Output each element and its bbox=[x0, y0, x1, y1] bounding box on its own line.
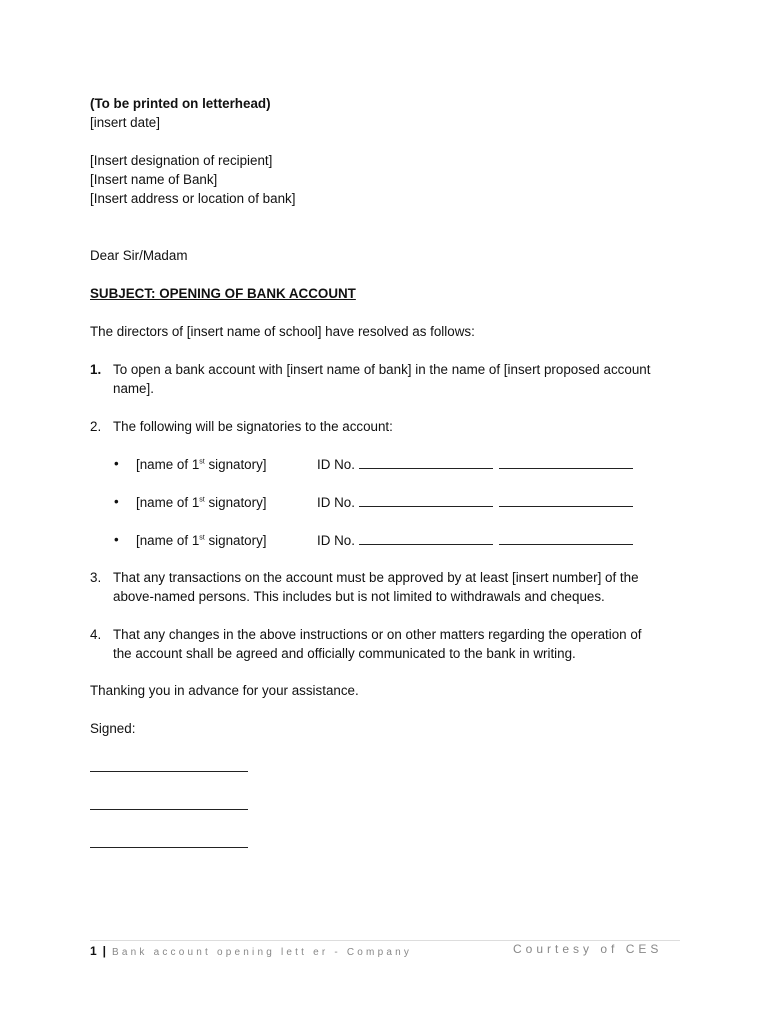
footer-courtesy: Courtesy of CES bbox=[513, 942, 663, 956]
recipient-designation: [Insert designation of recipient] bbox=[90, 153, 273, 168]
signature-line[interactable] bbox=[90, 771, 248, 772]
item-text: That any transactions on the account must be approved by at least [insert number] of the bbox=[113, 570, 639, 585]
signatory-name-suffix: signatory] bbox=[204, 533, 267, 548]
item-number: 4. bbox=[90, 627, 102, 642]
item-text: name]. bbox=[113, 381, 154, 396]
signatory-ordinal: st bbox=[199, 458, 205, 466]
item-number: 3. bbox=[90, 570, 102, 585]
intro-paragraph: The directors of [insert name of school] have resolved as follows: bbox=[90, 324, 475, 339]
item-text: To open a bank account with [insert name of bank] in the name of [insert proposed account bbox=[113, 362, 651, 377]
closing-line: Thanking you in advance for your assistance. bbox=[90, 683, 359, 698]
signatory-ordinal: st bbox=[199, 496, 205, 504]
id-blank-line[interactable] bbox=[359, 493, 493, 507]
salutation: Dear Sir/Madam bbox=[90, 248, 188, 263]
bullet-icon: • bbox=[114, 532, 119, 547]
signatory-id bbox=[317, 531, 633, 550]
date-placeholder: [insert date] bbox=[90, 115, 160, 130]
item-text: That any changes in the above instructions or on other matters regarding the operation of bbox=[113, 627, 642, 642]
signatory-name-prefix: [name of 1 bbox=[136, 457, 200, 472]
recipient-bank-name: [Insert name of Bank] bbox=[90, 172, 218, 187]
item-text: above-named persons. This includes but is not limited to withdrawals and cheques. bbox=[113, 589, 605, 604]
signatory-id bbox=[317, 455, 633, 474]
signature-line[interactable] bbox=[90, 847, 248, 848]
bullet-icon: • bbox=[114, 456, 119, 471]
signatory-name-suffix: signatory] bbox=[204, 457, 267, 472]
signatory-name bbox=[136, 531, 267, 550]
footer-divider bbox=[90, 940, 680, 941]
item-number: 2. bbox=[90, 419, 102, 434]
extra-blank-line[interactable] bbox=[499, 493, 633, 507]
id-blank-line[interactable] bbox=[359, 531, 493, 545]
signatory-name-prefix: [name of 1 bbox=[136, 495, 200, 510]
bullet-icon: • bbox=[114, 494, 119, 509]
item-number: 1. bbox=[90, 362, 102, 377]
page-number: 1 bbox=[90, 944, 97, 958]
signatory-name bbox=[136, 493, 267, 512]
footer-separator: | bbox=[102, 944, 107, 958]
subject-line: SUBJECT: OPENING OF BANK ACCOUNT bbox=[90, 286, 356, 301]
extra-blank-line[interactable] bbox=[499, 531, 633, 545]
id-label: ID No. bbox=[317, 533, 355, 548]
signed-label: Signed: bbox=[90, 721, 136, 736]
extra-blank-line[interactable] bbox=[499, 455, 633, 469]
id-label: ID No. bbox=[317, 457, 355, 472]
signature-line[interactable] bbox=[90, 809, 248, 810]
signatory-name-prefix: [name of 1 bbox=[136, 533, 200, 548]
item-text: The following will be signatories to the account: bbox=[113, 419, 393, 434]
signatory-ordinal: st bbox=[199, 534, 205, 542]
footer-doc-title: Bank account opening lett er - Company bbox=[112, 947, 413, 958]
signatory-name-suffix: signatory] bbox=[204, 495, 267, 510]
signatory-name bbox=[136, 455, 267, 474]
id-blank-line[interactable] bbox=[359, 455, 493, 469]
id-label: ID No. bbox=[317, 495, 355, 510]
footer-left bbox=[90, 944, 412, 958]
recipient-address: [Insert address or location of bank] bbox=[90, 191, 296, 206]
signatory-id bbox=[317, 493, 633, 512]
item-text: the account shall be agreed and officially communicated to the bank in writing. bbox=[113, 646, 576, 661]
letterhead-note: (To be printed on letterhead) bbox=[90, 96, 271, 111]
